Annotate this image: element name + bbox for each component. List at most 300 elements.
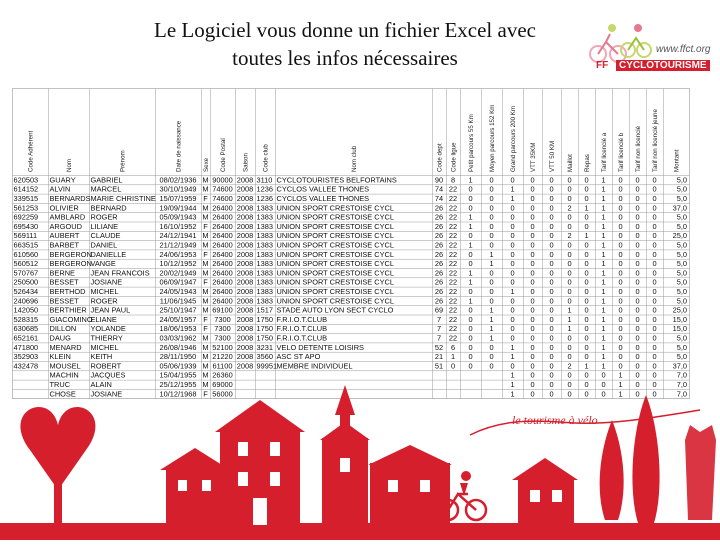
table-cell: 26 [434, 249, 444, 259]
table-cell: 0 [618, 259, 623, 269]
table-cell: YOLANDE [90, 324, 126, 334]
table-cell: 0 [489, 277, 494, 287]
table-cell: 06/09/1947 [159, 277, 197, 287]
table-cell: 0 [584, 184, 589, 194]
table-cell: 5,0 [676, 259, 687, 269]
table-cell: 1 [567, 324, 572, 334]
table-cell: 7300 [214, 333, 231, 343]
table-cell: 30/10/1949 [159, 184, 197, 194]
table-cell: 1 [601, 314, 606, 324]
table-cell: 652161 [13, 333, 39, 343]
table-cell: 2008 [236, 324, 254, 334]
table-cell: 5,0 [676, 194, 687, 203]
table-cell: 1 [601, 249, 606, 259]
table-cell: 0 [584, 259, 589, 269]
table-cell: 0 [567, 389, 572, 399]
table-cell: 22 [448, 231, 458, 241]
table-cell: 22 [448, 203, 458, 213]
table-cell: 610560 [13, 249, 39, 259]
table-cell: JEAN FRANCOIS [90, 268, 150, 278]
table-cell: 0 [510, 268, 515, 278]
table-cell: 0 [652, 361, 657, 371]
table-cell: 22 [448, 259, 458, 269]
table-cell: 1383 [256, 259, 273, 269]
table-cell: 22 [448, 324, 458, 334]
table-cell: 28/11/1950 [159, 352, 197, 362]
table-cell: 0 [567, 370, 572, 380]
table-cell: 0 [530, 342, 535, 352]
table-cell: 1 [489, 324, 494, 334]
table-cell: 0 [635, 389, 640, 399]
table-cell: 0 [549, 305, 554, 315]
table-cell: 2008 [236, 203, 254, 213]
table-cell: 1 [601, 324, 606, 334]
table-cell: 0 [549, 324, 554, 334]
table-cell: 0 [549, 231, 554, 241]
table-cell: M [202, 305, 209, 315]
table-cell: 0 [652, 296, 657, 306]
table-cell: TRUC [49, 380, 71, 389]
table-cell: 0 [489, 175, 494, 185]
table-cell: 22 [448, 249, 458, 259]
table-cell: JEAN PAUL [90, 305, 131, 315]
table-cell: 74 [434, 194, 444, 203]
table-cell: M [202, 184, 209, 194]
table-cell: 0 [635, 259, 640, 269]
table-cell: 0 [584, 370, 589, 380]
table-cell: 22 [448, 305, 458, 315]
column-header: Montant [673, 149, 681, 172]
village-scene-icon [0, 380, 720, 540]
table-cell: 1 [584, 231, 589, 241]
table-cell: 0 [618, 221, 623, 231]
table-cell: 26 [434, 221, 444, 231]
table-cell: 2008 [236, 342, 254, 352]
table-cell: BERTHOD [49, 287, 86, 296]
table-cell: 0 [510, 175, 515, 185]
table-cell: 1 [567, 305, 572, 315]
table-cell: 0 [530, 175, 535, 185]
table-cell: 0 [530, 370, 535, 380]
table-cell: F [203, 324, 208, 334]
table-cell: 6 [450, 342, 456, 352]
table-cell: 2008 [236, 352, 254, 362]
table-cell: 74 [434, 184, 444, 194]
table-cell: 0 [468, 259, 473, 269]
table-cell: 0 [618, 212, 623, 222]
table-cell: GUARY [49, 175, 76, 185]
table-cell: 0 [530, 361, 535, 371]
table-cell: 26400 [212, 249, 233, 259]
table-cell: 26 [434, 212, 444, 222]
table-cell: 1 [468, 240, 473, 250]
table-cell: 0 [618, 277, 623, 287]
table-cell: DANIELLE [90, 249, 127, 259]
table-cell: 7,0 [676, 370, 687, 380]
table-cell: 1383 [256, 240, 273, 250]
table-cell: 2008 [236, 249, 254, 259]
table-cell: 0 [510, 221, 515, 231]
table-cell: 22 [448, 277, 458, 287]
table-cell: 630685 [13, 324, 39, 334]
table-cell: 0 [489, 212, 494, 222]
table-cell: 26400 [212, 212, 233, 222]
table-cell: 0 [618, 352, 623, 362]
table-cell: 0 [652, 324, 657, 334]
table-cell: 526434 [13, 287, 39, 296]
table-cell: 0 [530, 296, 535, 306]
table-cell: 0 [549, 389, 554, 399]
table-cell: 25,0 [672, 305, 687, 315]
slide-title [100, 16, 590, 72]
table-cell: 0 [530, 287, 535, 296]
table-cell: 1 [618, 389, 623, 399]
table-cell: BERNARD [90, 203, 127, 213]
table-cell: 0 [489, 287, 494, 296]
table-cell: 2008 [236, 333, 254, 343]
table-cell: 26400 [212, 277, 233, 287]
table-cell: 0 [567, 352, 572, 362]
table-cell: 0 [618, 184, 623, 194]
table-cell: KEITH [90, 352, 113, 362]
table-cell: BERGERON [49, 249, 92, 259]
table-cell: 0 [584, 221, 589, 231]
table-cell: 0 [549, 194, 554, 203]
table-cell: 5,0 [676, 277, 687, 287]
table-cell: MARCEL [90, 184, 122, 194]
table-cell: KLEIN [49, 352, 71, 362]
table-cell: 1 [468, 268, 473, 278]
table-cell: F [203, 194, 208, 203]
table-cell: 663515 [13, 240, 39, 250]
table-cell: 0 [549, 221, 554, 231]
table-cell: 1 [468, 296, 473, 306]
table-cell: 1 [450, 352, 456, 362]
table-cell: 2008 [236, 184, 254, 194]
table-cell: 1 [510, 352, 515, 362]
table-cell: 0 [635, 370, 640, 380]
table-cell: F [203, 249, 208, 259]
table-cell: 620503 [13, 175, 39, 185]
table-cell: F.R.I.O.T.CLUB [276, 314, 328, 324]
table-cell: 0 [584, 389, 589, 399]
table-cell: 0 [489, 342, 494, 352]
table-cell: CYCLOTOURISTES BELFORTAINS [276, 175, 397, 185]
table-cell: 2008 [236, 361, 254, 371]
table-cell: 5,0 [676, 296, 687, 306]
table-cell: M [202, 203, 209, 213]
table-cell: 1 [468, 175, 473, 185]
table-cell: 471800 [13, 342, 39, 352]
table-cell: 0 [584, 314, 589, 324]
table-cell: BERNE [49, 268, 75, 278]
table-cell: UNION SPORT CRESTOISE CYCL [276, 203, 394, 213]
table-cell: 1 [601, 221, 606, 231]
table-cell: 0 [652, 184, 657, 194]
table-cell: 26 [434, 268, 444, 278]
table-cell: 1 [601, 259, 606, 269]
table-cell: 0 [635, 240, 640, 250]
table-cell: 0 [618, 175, 623, 185]
table-cell: F [203, 221, 208, 231]
table-cell: F [203, 314, 208, 324]
column-header: Date de naissance [175, 120, 183, 172]
table-cell: 3560 [256, 352, 273, 362]
table-cell: 1 [489, 259, 494, 269]
table-cell: F [203, 277, 208, 287]
table-cell: 0 [635, 324, 640, 334]
table-cell: 0 [652, 249, 657, 259]
column-header: Maillot [567, 154, 574, 172]
table-cell: JOSIANE [90, 389, 123, 399]
table-cell: 1 [510, 380, 515, 389]
table-cell: 0 [567, 221, 572, 231]
table-cell: 0 [635, 212, 640, 222]
table-cell: BESSET [49, 277, 79, 287]
table-cell: 21/12/1949 [159, 240, 197, 250]
table-cell: 1383 [256, 221, 273, 231]
table-cell: 10/12/1952 [159, 259, 197, 269]
table-cell: 20/02/1949 [159, 268, 197, 278]
table-cell: 1383 [256, 203, 273, 213]
table-cell: 0 [549, 268, 554, 278]
column-header: Code dept [436, 143, 444, 172]
logo-ff-text: FF [596, 60, 609, 71]
table-cell: 1 [489, 249, 494, 259]
table-cell: 1 [510, 370, 515, 380]
spreadsheet-table [12, 88, 709, 399]
table-cell: ARGOUD [49, 221, 82, 231]
table-cell: 1 [601, 240, 606, 250]
table-cell: 2008 [236, 305, 254, 315]
table-cell: 0 [584, 175, 589, 185]
table-cell: 0 [489, 240, 494, 250]
table-cell: 61100 [212, 361, 233, 371]
table-cell: 21220 [212, 352, 233, 362]
table-cell: 69100 [212, 305, 233, 315]
table-cell: UNION SPORT CRESTOISE CYCL [276, 296, 394, 306]
table-cell: ROGER [90, 212, 118, 222]
table-cell: 0 [635, 184, 640, 194]
table-cell: 1 [468, 221, 473, 231]
table-cell: STADE AUTO LYON SECT CYCLO [276, 305, 394, 315]
table-cell: 1 [510, 194, 515, 203]
table-cell: 0 [652, 370, 657, 380]
table-cell: M [202, 287, 209, 296]
table-cell: 0 [489, 203, 494, 213]
table-cell: 1236 [256, 184, 273, 194]
table-cell: 1 [601, 277, 606, 287]
table-cell: 7 [436, 314, 442, 324]
table-cell: 0 [635, 361, 640, 371]
table-cell: 25/10/1947 [159, 305, 197, 315]
table-cell: 0 [549, 175, 554, 185]
table-cell: 0 [584, 240, 589, 250]
table-cell: M [202, 342, 209, 352]
table-cell: 22 [448, 212, 458, 222]
table-cell: MACHIN [49, 370, 79, 380]
table-cell: 0 [618, 361, 623, 371]
table-cell: 2008 [236, 221, 254, 231]
table-cell: 1383 [256, 249, 273, 259]
table-cell: CHOSE [49, 389, 76, 399]
table-cell: 5,0 [676, 249, 687, 259]
table-cell: 0 [652, 194, 657, 203]
table-cell: BERNARDS [49, 194, 91, 203]
table-cell: 0 [468, 333, 473, 343]
table-cell: 0 [468, 194, 473, 203]
table-cell: 0 [510, 240, 515, 250]
table-cell: 24/06/1953 [159, 249, 197, 259]
table-cell: 22 [448, 221, 458, 231]
table-cell: 0 [489, 296, 494, 306]
table-cell: 24/05/1943 [159, 287, 197, 296]
table-cell: 52 [434, 342, 444, 352]
table-cell: 0 [635, 268, 640, 278]
table-cell: 0 [468, 314, 473, 324]
table-cell: MENARD [49, 342, 82, 352]
table-cell: AMBLARD [49, 212, 86, 222]
table-cell: 1 [584, 361, 589, 371]
table-cell: 0 [584, 296, 589, 306]
table-cell: 0 [530, 212, 535, 222]
table-cell: 1 [601, 361, 606, 371]
table-cell: 5,0 [676, 240, 687, 250]
table-cell: 0 [489, 184, 494, 194]
table-cell: 0 [635, 333, 640, 343]
table-cell: 0 [618, 296, 623, 306]
table-cell: UNION SPORT CRESTOISE CYCL [276, 212, 394, 222]
table-cell: 74600 [212, 194, 233, 203]
table-cell: 22 [448, 184, 458, 194]
table-cell: 2008 [236, 212, 254, 222]
table-cell: 0 [510, 259, 515, 269]
logo-cyclotourisme-text: CYCLOTOURISME [616, 60, 710, 71]
table-cell: 0 [635, 305, 640, 315]
table-cell: 0 [510, 296, 515, 306]
table-cell: 22 [448, 240, 458, 250]
table-cell: 0 [584, 352, 589, 362]
table-cell: 0 [618, 333, 623, 343]
table-cell: VELO DETENTE LOISIRS [276, 342, 364, 352]
table-cell: 0 [652, 203, 657, 213]
table-cell: 0 [601, 370, 606, 380]
table-cell: 5,0 [676, 287, 687, 296]
table-cell: 0 [567, 240, 572, 250]
village-illustration [0, 380, 720, 540]
table-cell: 0 [549, 314, 554, 324]
column-header: Code Postal [220, 138, 227, 172]
table-cell: 0 [567, 184, 572, 194]
table-cell: 0 [530, 305, 535, 315]
table-cell: 0 [567, 268, 572, 278]
table-cell: 0 [549, 249, 554, 259]
table-cell: 26 [434, 259, 444, 269]
table-cell: 26 [434, 287, 444, 296]
table-cell: 0 [652, 342, 657, 352]
table-cell: 0 [549, 296, 554, 306]
table-cell: 0 [567, 342, 572, 352]
table-cell: 0 [652, 352, 657, 362]
table-cell: M [202, 361, 209, 371]
table-cell: 22 [448, 296, 458, 306]
table-cell: 0 [584, 333, 589, 343]
table-cell: 2008 [236, 314, 254, 324]
table-cell: M [202, 231, 209, 241]
table-cell: 0 [584, 277, 589, 287]
table-cell: 0 [549, 352, 554, 362]
table-cell: 2008 [236, 240, 254, 250]
table-cell: 0 [510, 203, 515, 213]
table-cell: 1383 [256, 287, 273, 296]
table-cell: 5,0 [676, 212, 687, 222]
table-cell: 0 [567, 287, 572, 296]
table-cell: UNION SPORT CRESTOISE CYCL [276, 287, 394, 296]
table-cell: 0 [652, 268, 657, 278]
table-cell: 0 [510, 305, 515, 315]
table-cell: 0 [584, 287, 589, 296]
table-cell: 2008 [236, 268, 254, 278]
table-cell: 16/10/1952 [159, 221, 197, 231]
table-cell: 0 [601, 389, 606, 399]
table-cell: 5,0 [676, 175, 687, 185]
table-cell: JACQUES [90, 370, 126, 380]
table-cell: GABRIEL [90, 175, 123, 185]
table-cell: 26360 [212, 370, 233, 380]
table-cell: 0 [584, 249, 589, 259]
table-cell: 1 [618, 370, 623, 380]
column-header: Code ligue [450, 142, 458, 172]
table-cell: 0 [567, 296, 572, 306]
table-cell: 0 [584, 212, 589, 222]
table-cell: 0 [468, 287, 473, 296]
table-cell: 26400 [212, 268, 233, 278]
table-cell: 0 [618, 203, 623, 213]
table-cell: F [203, 389, 208, 399]
table-cell: MEMBRE INDIVIDUEL [276, 361, 353, 371]
table-cell: 1 [601, 203, 606, 213]
table-cell: 692259 [13, 212, 39, 222]
table-cell: 26400 [212, 240, 233, 250]
table-cell: 15/04/1955 [159, 370, 197, 380]
table-cell: 0 [635, 380, 640, 389]
table-cell: 0 [549, 277, 554, 287]
table-cell: 1750 [256, 324, 273, 334]
table-cell: 05/09/1943 [159, 212, 197, 222]
table-cell: 614152 [13, 184, 39, 194]
table-cell: 15/07/1959 [159, 194, 197, 203]
table-cell: 1383 [256, 231, 273, 241]
table-cell: 0 [489, 361, 494, 371]
table-cell: 90000 [212, 175, 233, 185]
column-header: Petit parcours 55 Km [468, 114, 475, 172]
table-cell: UNION SPORT CRESTOISE CYCL [276, 249, 394, 259]
table-cell: CYCLOS VALLEE THONES [276, 194, 370, 203]
table-cell: 560512 [13, 259, 39, 269]
table-cell: 24/05/1957 [159, 314, 197, 324]
table-cell: 0 [530, 194, 535, 203]
table-cell: 8 [450, 175, 456, 185]
table-cell: UNION SPORT CRESTOISE CYCL [276, 268, 394, 278]
table-cell: 56000 [212, 389, 233, 399]
table-cell: 0 [468, 305, 473, 315]
table-cell: UNION SPORT CRESTOISE CYCL [276, 259, 394, 269]
table-cell: 0 [567, 259, 572, 269]
table-cell: 37,0 [672, 203, 687, 213]
table-cell: 0 [584, 268, 589, 278]
table-cell: 0 [510, 324, 515, 334]
column-header: Repas [584, 154, 591, 172]
